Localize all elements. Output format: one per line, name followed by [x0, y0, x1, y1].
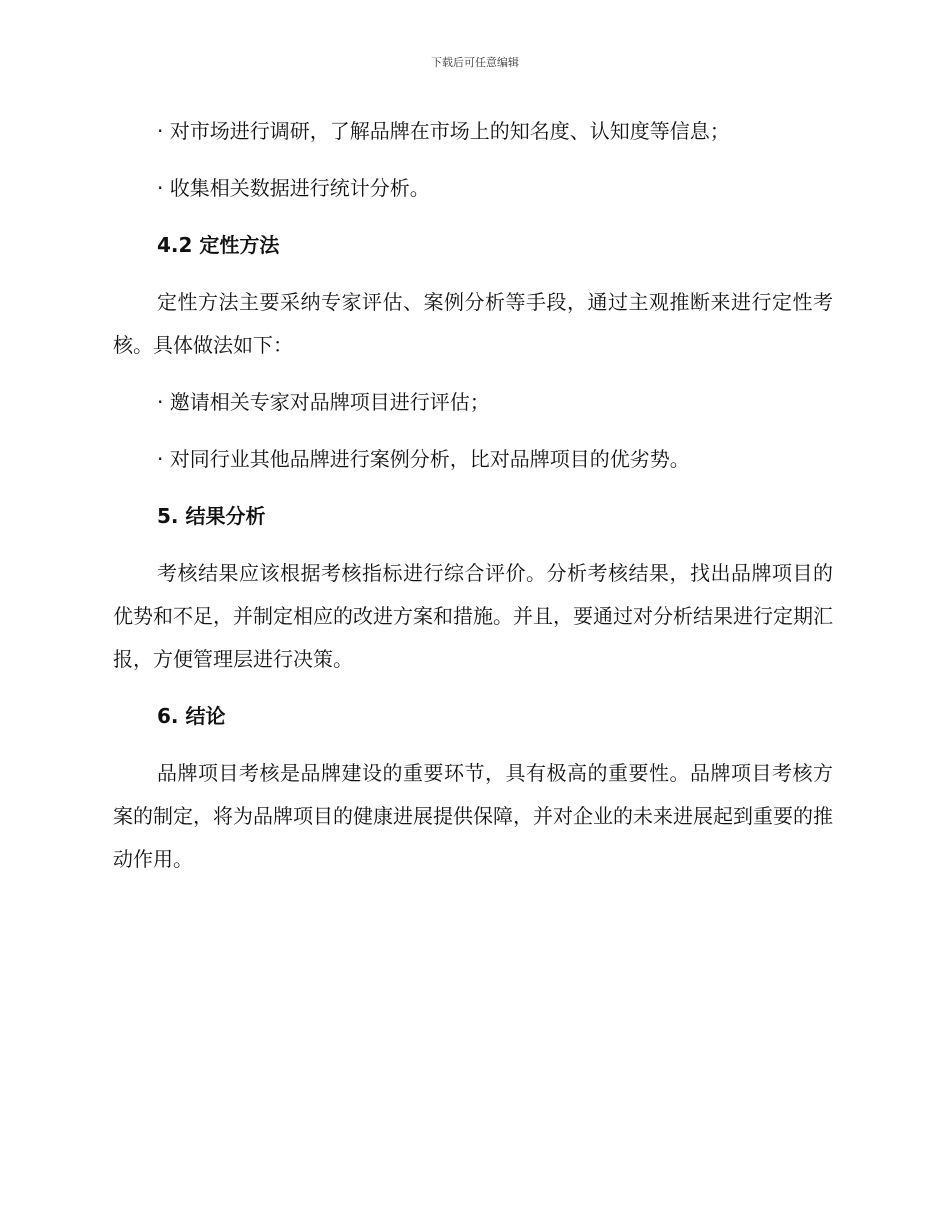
- section-heading-qualitative: 4.2 定性方法: [157, 233, 280, 257]
- section-heading-conclusion: 6. 结论: [157, 704, 226, 728]
- bullet-market-research: · 对市场进行调研，了解品牌在市场上的知名度、认知度等信息；: [157, 119, 730, 143]
- paragraph-qualitative: 定性方法主要采纳专家评估、案例分析等手段，通过主观推断来进行定性考核。具体做法如下：: [113, 290, 833, 357]
- paragraph-results: 考核结果应该根据考核指标进行综合评价。分析考核结果，找出品牌项目的优势和不足，并制定相应的改进方案和措施。并且，要通过对分析结果进行定期汇报，方便管理层进行决策。: [113, 561, 833, 671]
- bullet-expert-evaluation: · 邀请相关专家对品牌项目进行评估；: [157, 390, 490, 414]
- page-header: 下载后可任意编辑: [431, 56, 519, 69]
- document-body: [113, 110, 833, 895]
- section-heading-results: 5. 结果分析: [157, 504, 266, 528]
- bullet-case-analysis: · 对同行业其他品牌进行案例分析，比对品牌项目的优劣势。: [157, 447, 690, 471]
- paragraph-conclusion: 品牌项目考核是品牌建设的重要环节，具有极高的重要性。品牌项目考核方案的制定，将为品牌项目的健康进展提供保障，并对企业的未来进展起到重要的推动作用。: [113, 761, 833, 871]
- bullet-data-analysis: · 收集相关数据进行统计分析。: [157, 176, 430, 200]
